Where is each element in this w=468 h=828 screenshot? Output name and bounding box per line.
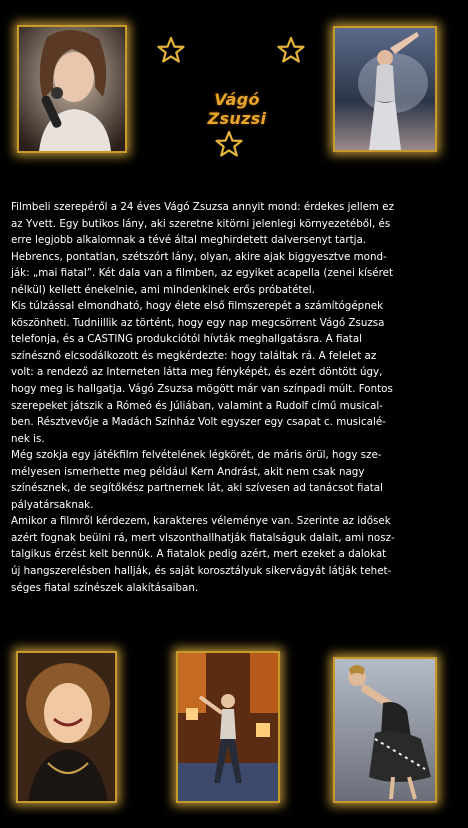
star-outline-icon [277, 36, 305, 64]
article-line: az Yvett. Egy butikos lány, aki szeretne kitörni jelenlegi környezetéből, és [11, 217, 391, 230]
page-title: Vágó Zsuzsi [207, 90, 267, 128]
article-line: azért fognak beülni rá, mert viszonthallhatják fiatalságuk dalait, ami nosz- [11, 531, 395, 544]
article-line: új hangszerelésben hallják, és saját korosztályuk sikervágyát látják tehet- [11, 565, 392, 578]
article-line: Filmbeli szerepéről a 24 éves Vágó Zsuzsa annyit mond: érdekes jellem ez [11, 201, 394, 213]
article-line: Hebrencs, pontatlan, szétszórt lány, olyan, akire ajak biggyesztve mond- [11, 250, 387, 263]
article-line: séges fiatal színészek alakításaiban. [11, 581, 199, 594]
article-line: ják: „mai fiatal”. Két dala van a filmben, az egyiket acapella (zenei kíséret [11, 267, 394, 280]
photo-dancing-dress-image [335, 659, 435, 801]
star-outline-icon [157, 36, 185, 64]
article-line: színésznő elcsodálkozott és megkérdezte: hogy találtak rá. A felelet az [11, 349, 377, 362]
article-line: hogy meg is hallgatja. Vágó Zsuzsa mögött már van színpadi múlt. Fontos [11, 383, 393, 396]
article-line: Kis túlzással elmondható, hogy élete első filmszerepét a számítógépnek [11, 300, 384, 313]
photo-smiling-portrait [16, 651, 117, 803]
article-line: erre legjobb alkalomnak a tévé által meghirdetett dalversenyt tartja. [11, 234, 367, 247]
star-outline-icon-graphic [277, 36, 305, 64]
star-outline-icon-graphic [215, 130, 243, 158]
article-line: színésznek, de segítőkész partnernek lát, aki szívesen ad tanácsot fiatal [11, 482, 383, 495]
article-line: mélyesen ismerhette meg például Kern Andrást, akit nem csak nagy [11, 465, 365, 478]
photo-stage-performance [333, 26, 437, 152]
article-line: nek is. [11, 432, 45, 445]
article-line: volt: a rendező az Interneten látta meg fényképét, és ezért döntött úgy, [11, 366, 383, 379]
article-line: ben. Résztvevője a Madách Színház Volt egyszer egy csapat c. musicalé- [11, 416, 386, 429]
photo-dance-stage [176, 651, 280, 803]
article-line: pályatársaknak. [11, 498, 94, 511]
photo-singer-microphone-image [19, 27, 125, 151]
star-outline-icon [215, 130, 243, 158]
article-line: köszönheti. Tudniillik az történt, hogy egy nap megcsörrent Vágó Zsuzsa [11, 316, 385, 329]
photo-dance-stage-image [178, 653, 278, 801]
article-line: nélkül) kellett énekelnie, ami mindenkinek erős próbatétel. [11, 283, 315, 296]
article-line: talgikus érzést kelt bennük. A fiatalok pedig azért, mert ezeket a dalokat [11, 548, 387, 561]
article-body [11, 199, 461, 596]
article-line: telefonja, és a CASTING produkciótól hívták meghallgatásra. A fiatal [11, 333, 362, 346]
article-line: Amikor a filmről kérdezem, karakteres véleménye van. Szerinte az idősek [11, 515, 391, 528]
photo-dancing-dress [333, 657, 437, 803]
photo-smiling-portrait-image [18, 653, 115, 801]
photo-singer-microphone [17, 25, 127, 153]
star-outline-icon-graphic [157, 36, 185, 64]
article-line: szerepeket játszik a Rómeó és Júliában, valamint a Rudolf című musical- [11, 399, 384, 412]
article-line: Még szokja egy játékfilm felvételének légkörét, de máris örül, hogy sze- [11, 449, 382, 462]
photo-stage-performance-image [335, 28, 435, 150]
